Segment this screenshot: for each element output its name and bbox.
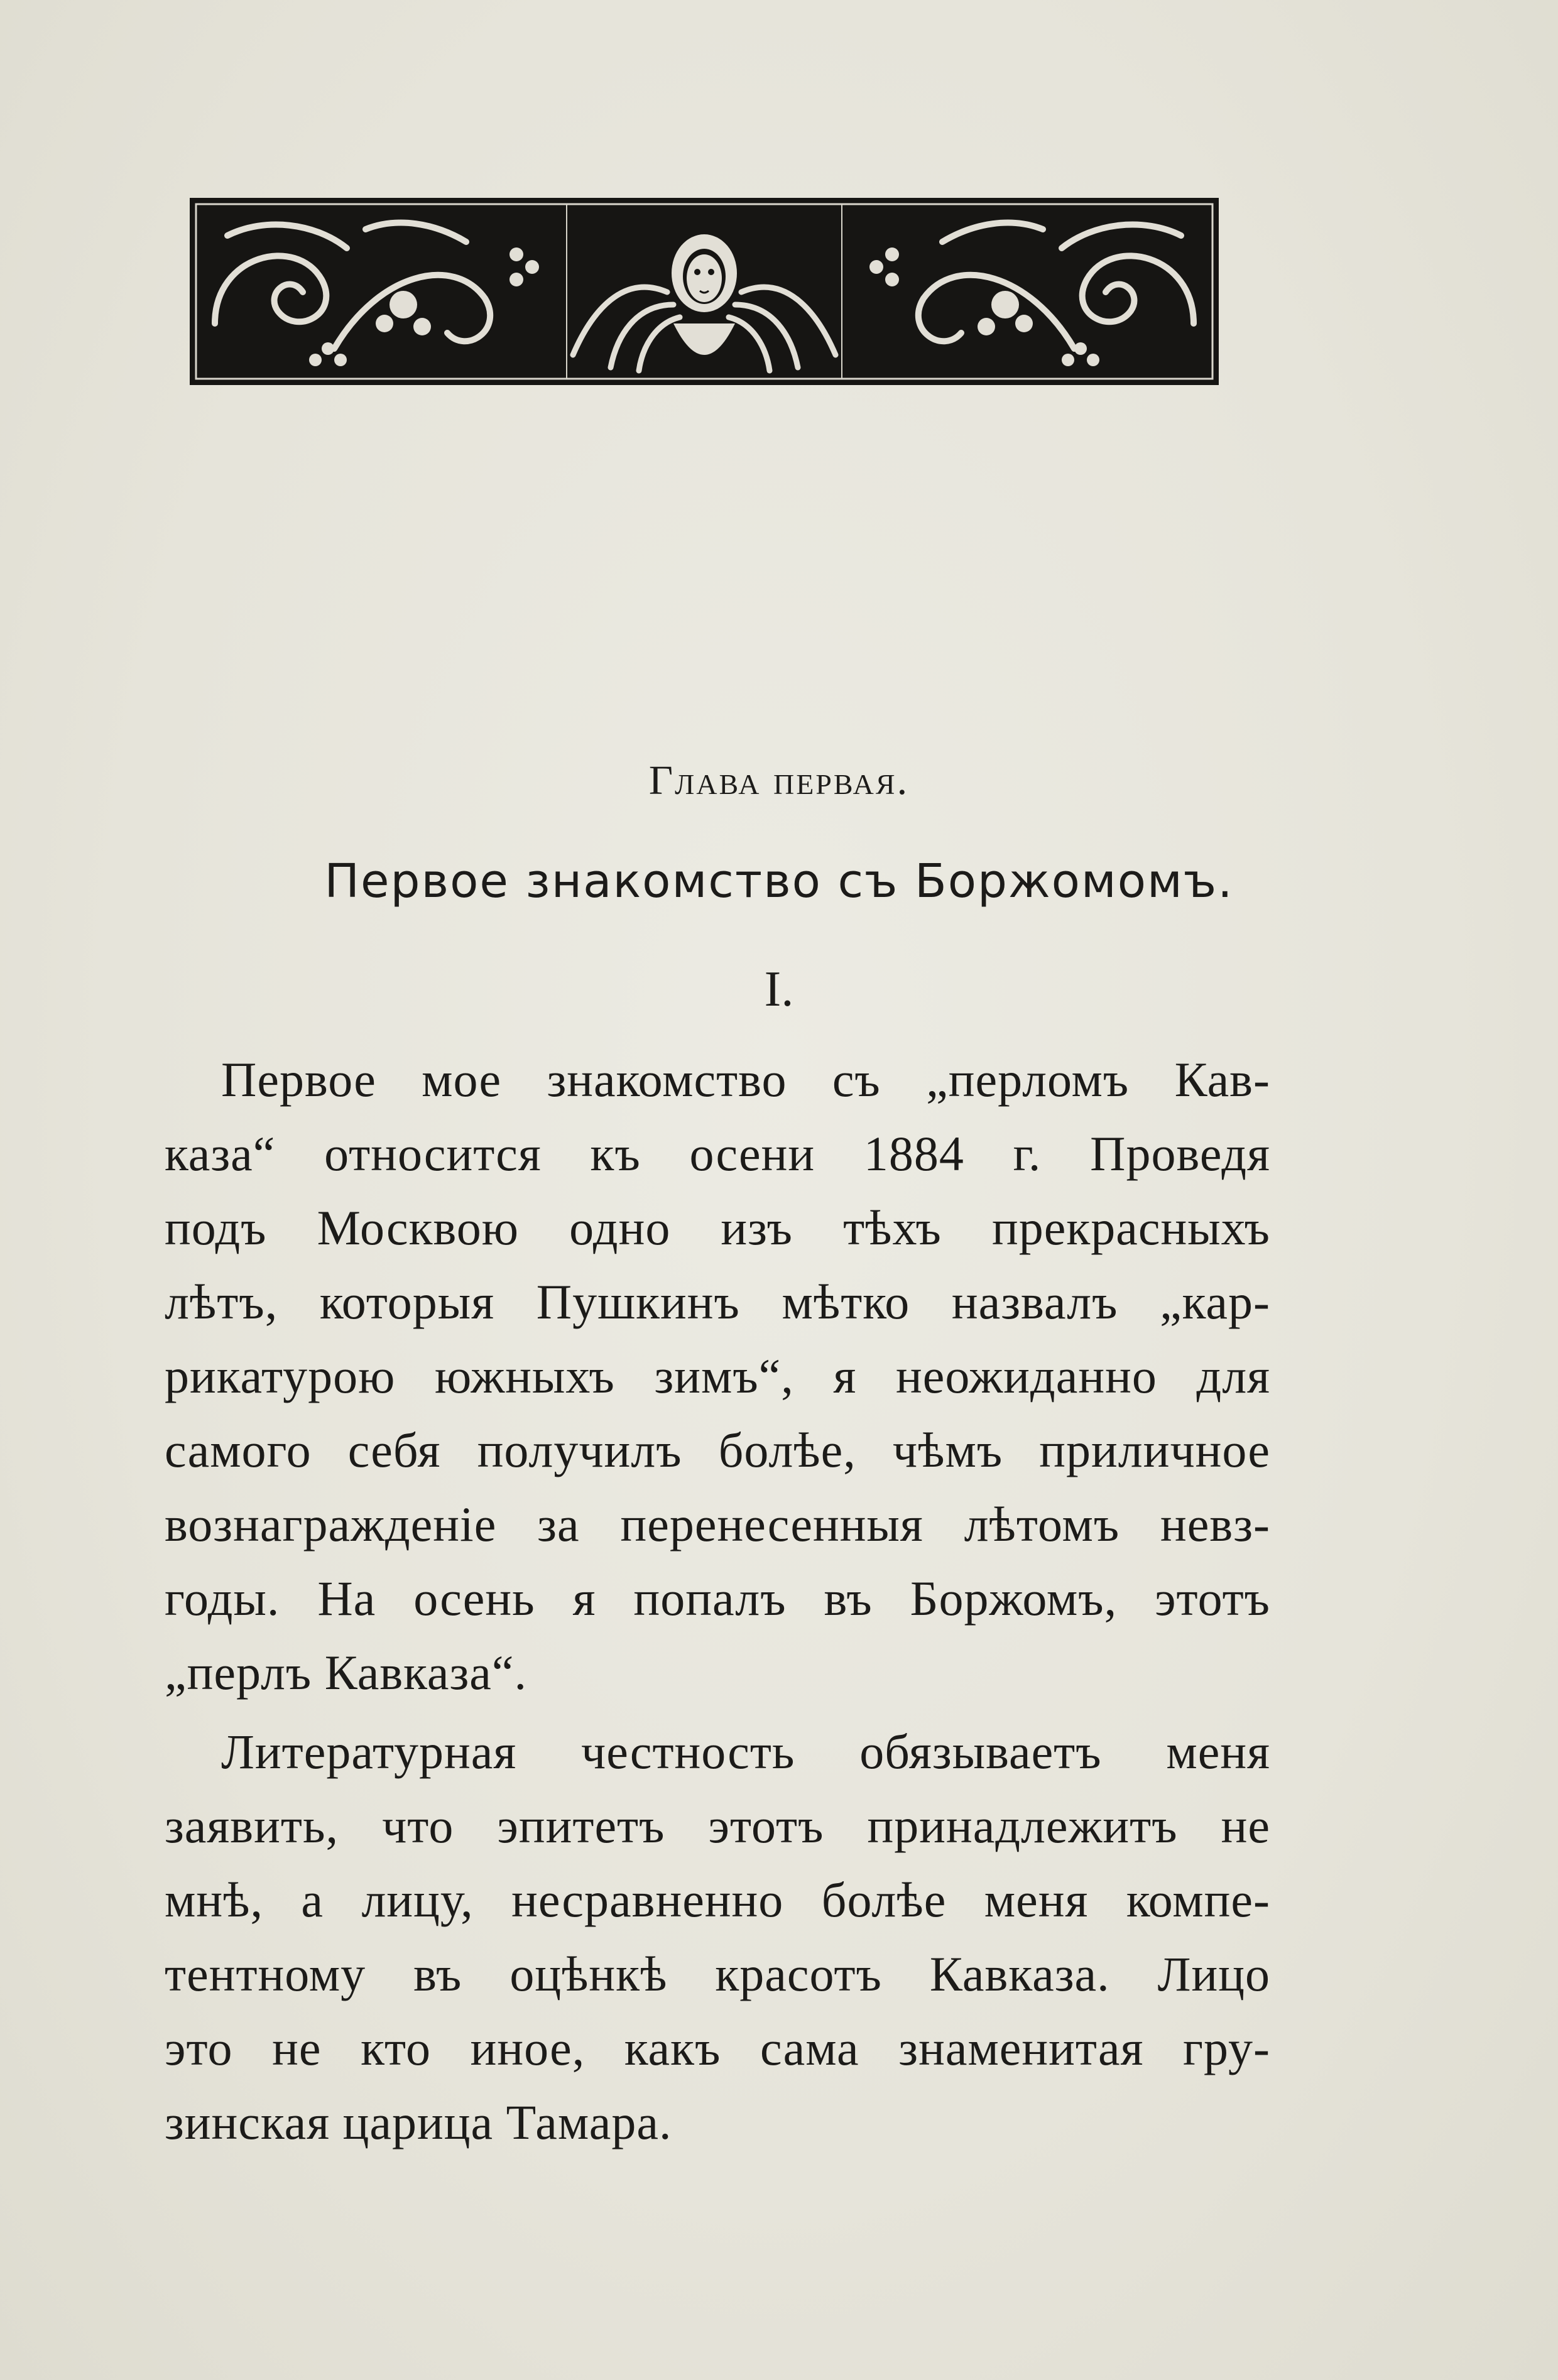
chapter-title: Первое знакомство съ Боржомомъ. <box>324 854 1234 908</box>
chapter-label: Глава первая. <box>648 758 910 803</box>
paragraph <box>165 1715 1270 2160</box>
ornamental-headpiece <box>190 198 1219 385</box>
text-line: Литературная честность обязываетъ меня <box>221 1724 1270 1779</box>
text-line: самого себя получилъ болѣе, чѣмъ приличное <box>165 1423 1270 1477</box>
text-line: вознагражденіе за перенесенныя лѣтомъ невз- <box>165 1497 1270 1551</box>
text-line: годы. На осень я попалъ въ Боржомъ, этотъ <box>165 1571 1270 1626</box>
text-line: зинская царица Тамара. <box>165 2095 672 2149</box>
text-line: рикатурою южныхъ зимъ“, я неожиданно для <box>165 1349 1270 1403</box>
text-line: мнѣ, а лицу, несравненно болѣе меня компе- <box>165 1872 1270 1927</box>
text-line: „перлъ Кавказа“. <box>165 1645 528 1700</box>
paragraph <box>165 1043 1270 1710</box>
text-line: подъ Москвою одно изъ тѣхъ прекрасныхъ <box>165 1200 1270 1255</box>
text-line: это не кто иное, какъ сама знаменитая гру- <box>165 2021 1270 2075</box>
text-line: тентному въ оцѣнкѣ красотъ Кавказа. Лицо <box>165 1947 1270 2001</box>
body-text <box>165 1043 1270 2160</box>
text-line: заявить, что эпитетъ этотъ принадлежитъ не <box>165 1798 1270 1853</box>
text-line: лѣтъ, которыя Пушкинъ мѣтко назвалъ „кар- <box>165 1274 1270 1329</box>
section-number: I. <box>764 962 794 1017</box>
text-line: каза“ относится къ осени 1884 г. Проведя <box>165 1126 1270 1181</box>
text-line: Первое мое знакомство съ „перломъ Кав- <box>221 1052 1270 1107</box>
